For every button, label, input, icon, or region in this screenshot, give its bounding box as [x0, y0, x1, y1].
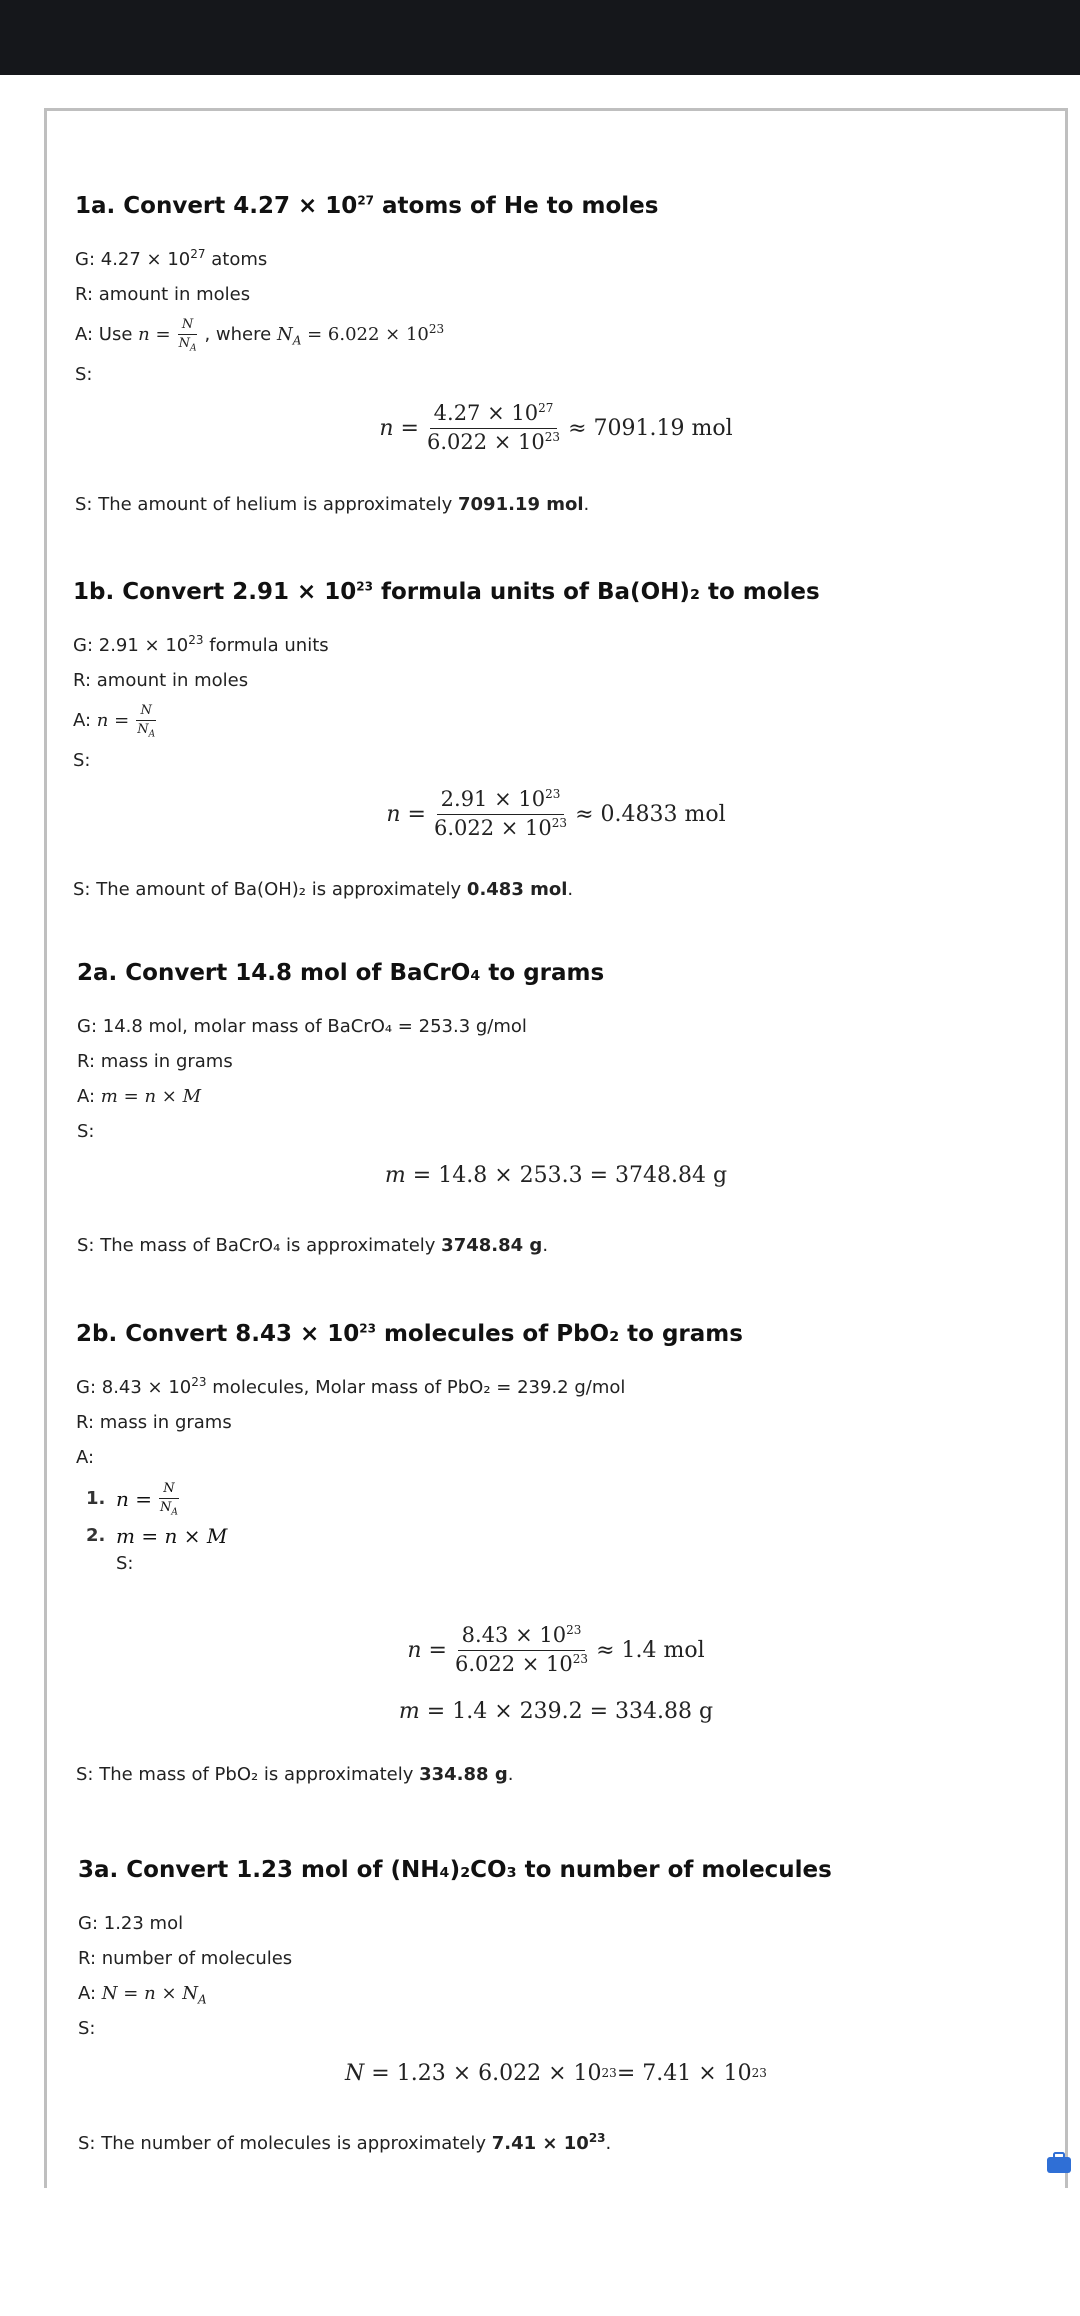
required-line: R: amount in moles: [73, 670, 249, 691]
required-line: R: mass in grams: [76, 1412, 232, 1433]
given-line: G: 1.23 mol: [78, 1913, 184, 1934]
given-line: G: $2.91 \times 10^{23}$ formula units: [73, 633, 329, 656]
equation-2b-2: m = 1.4 × 239.2 = 334.88 g: [398, 1698, 714, 1724]
required-line: R: mass in grams: [77, 1051, 233, 1072]
section-1a-title: 1a. Convert $4.27 \times 10^{27}$ atoms of He to moles: [75, 193, 659, 219]
list-item: 2. m = n × M: [86, 1523, 228, 1548]
conclusion-3a: S: The number of molecules is approximately $7.41 \times 10^{23}$.: [78, 2131, 612, 2154]
conclusion-2b: S: The mass of PbO₂ is approximately 334.88 g.: [76, 1764, 514, 1785]
solution-label: S:: [77, 1121, 95, 1142]
conclusion-1b: S: The amount of Ba(OH)₂ is approximately 0.483 mol.: [73, 879, 574, 900]
section-1a: [75, 191, 1080, 387]
equation-2b-1: n = $\frac{8.43 \times 10^{23}}{6.022 \times 10^{23}}$ ≈ 1.4 mol: [407, 1623, 705, 1676]
equation-1a: n = $\frac{4.27 \times 10^{27}}{6.022 \times 10^{23}}$ ≈ 7091.19 mol: [379, 401, 733, 454]
approach-steps: [86, 1482, 1080, 1548]
fraction: $\frac{N}{N_A}$: [178, 317, 197, 354]
section-2b-title: 2b. Convert $8.43 \times 10^{23}$ molecules of PbO₂ to grams: [76, 1321, 743, 1347]
fraction: $\frac{N}{N_A}$: [137, 703, 156, 740]
approach-line: A: n = $\frac{N}{N_A}$: [73, 704, 1080, 738]
approach-line: A: Use n = $\frac{N}{N_A}$ , where $N_A = 6.022 \times 10^{23}$: [75, 317, 445, 354]
solution-label: S:: [78, 2018, 96, 2039]
solution-label: S:: [75, 363, 93, 385]
equation-1b: n = $\frac{2.91 \times 10^{23}}{6.022 \times 10^{23}}$ ≈ 0.4833 mol: [386, 787, 726, 840]
given-line: G: 14.8 mol, molar mass of BaCrO₄ = 253.3 g/mol: [77, 1016, 527, 1037]
section-1b-title: 1b. Convert $2.91 \times 10^{23}$ formula units of Ba(OH)₂ to moles: [73, 579, 820, 605]
section-2b: [76, 1319, 1080, 1576]
section-2a: [77, 958, 1080, 1144]
solution-label: S:: [116, 1552, 134, 1574]
section-1b: [73, 577, 1080, 773]
approach-label: A:: [76, 1447, 95, 1468]
conclusion-1a: S: The amount of helium is approximately 7091.19 mol.: [75, 494, 590, 515]
list-item: 1. n = $\frac{N}{N_A}$: [86, 1481, 178, 1518]
section-2a-title: 2a. Convert 14.8 mol of BaCrO₄ to grams: [77, 960, 605, 986]
section-3a: [78, 1855, 1080, 2041]
approach-line: A: $N = n \times N_A$: [78, 1983, 207, 2007]
approach-line: A: m = n × M: [77, 1086, 202, 1107]
solution-label: S:: [73, 749, 91, 771]
section-3a-title: 3a. Convert 1.23 mol of (NH₄)₂CO₃ to number of molecules: [78, 1857, 832, 1883]
given-line: G: $4.27 \times 10^{27}$ atoms: [75, 247, 268, 270]
given-line: G: $8.43 \times 10^{23}$ molecules, Molar mass of PbO₂ = 239.2 g/mol: [76, 1375, 626, 1398]
equation-3a: N = 1.23 × 6.022 × 10 23 = 7.41 × 10 23: [345, 2060, 767, 2086]
required-line: R: number of molecules: [78, 1948, 293, 1969]
equation-2a: m = 14.8 × 253.3 = 3748.84 g: [384, 1162, 728, 1188]
conclusion-2a: S: The mass of BaCrO₄ is approximately 3748.84 g.: [77, 1235, 549, 1256]
briefcase-icon[interactable]: [1046, 2152, 1072, 2174]
document-card: [44, 108, 1068, 2188]
required-line: R: amount in moles: [75, 284, 251, 305]
top-bar: [0, 0, 1080, 75]
